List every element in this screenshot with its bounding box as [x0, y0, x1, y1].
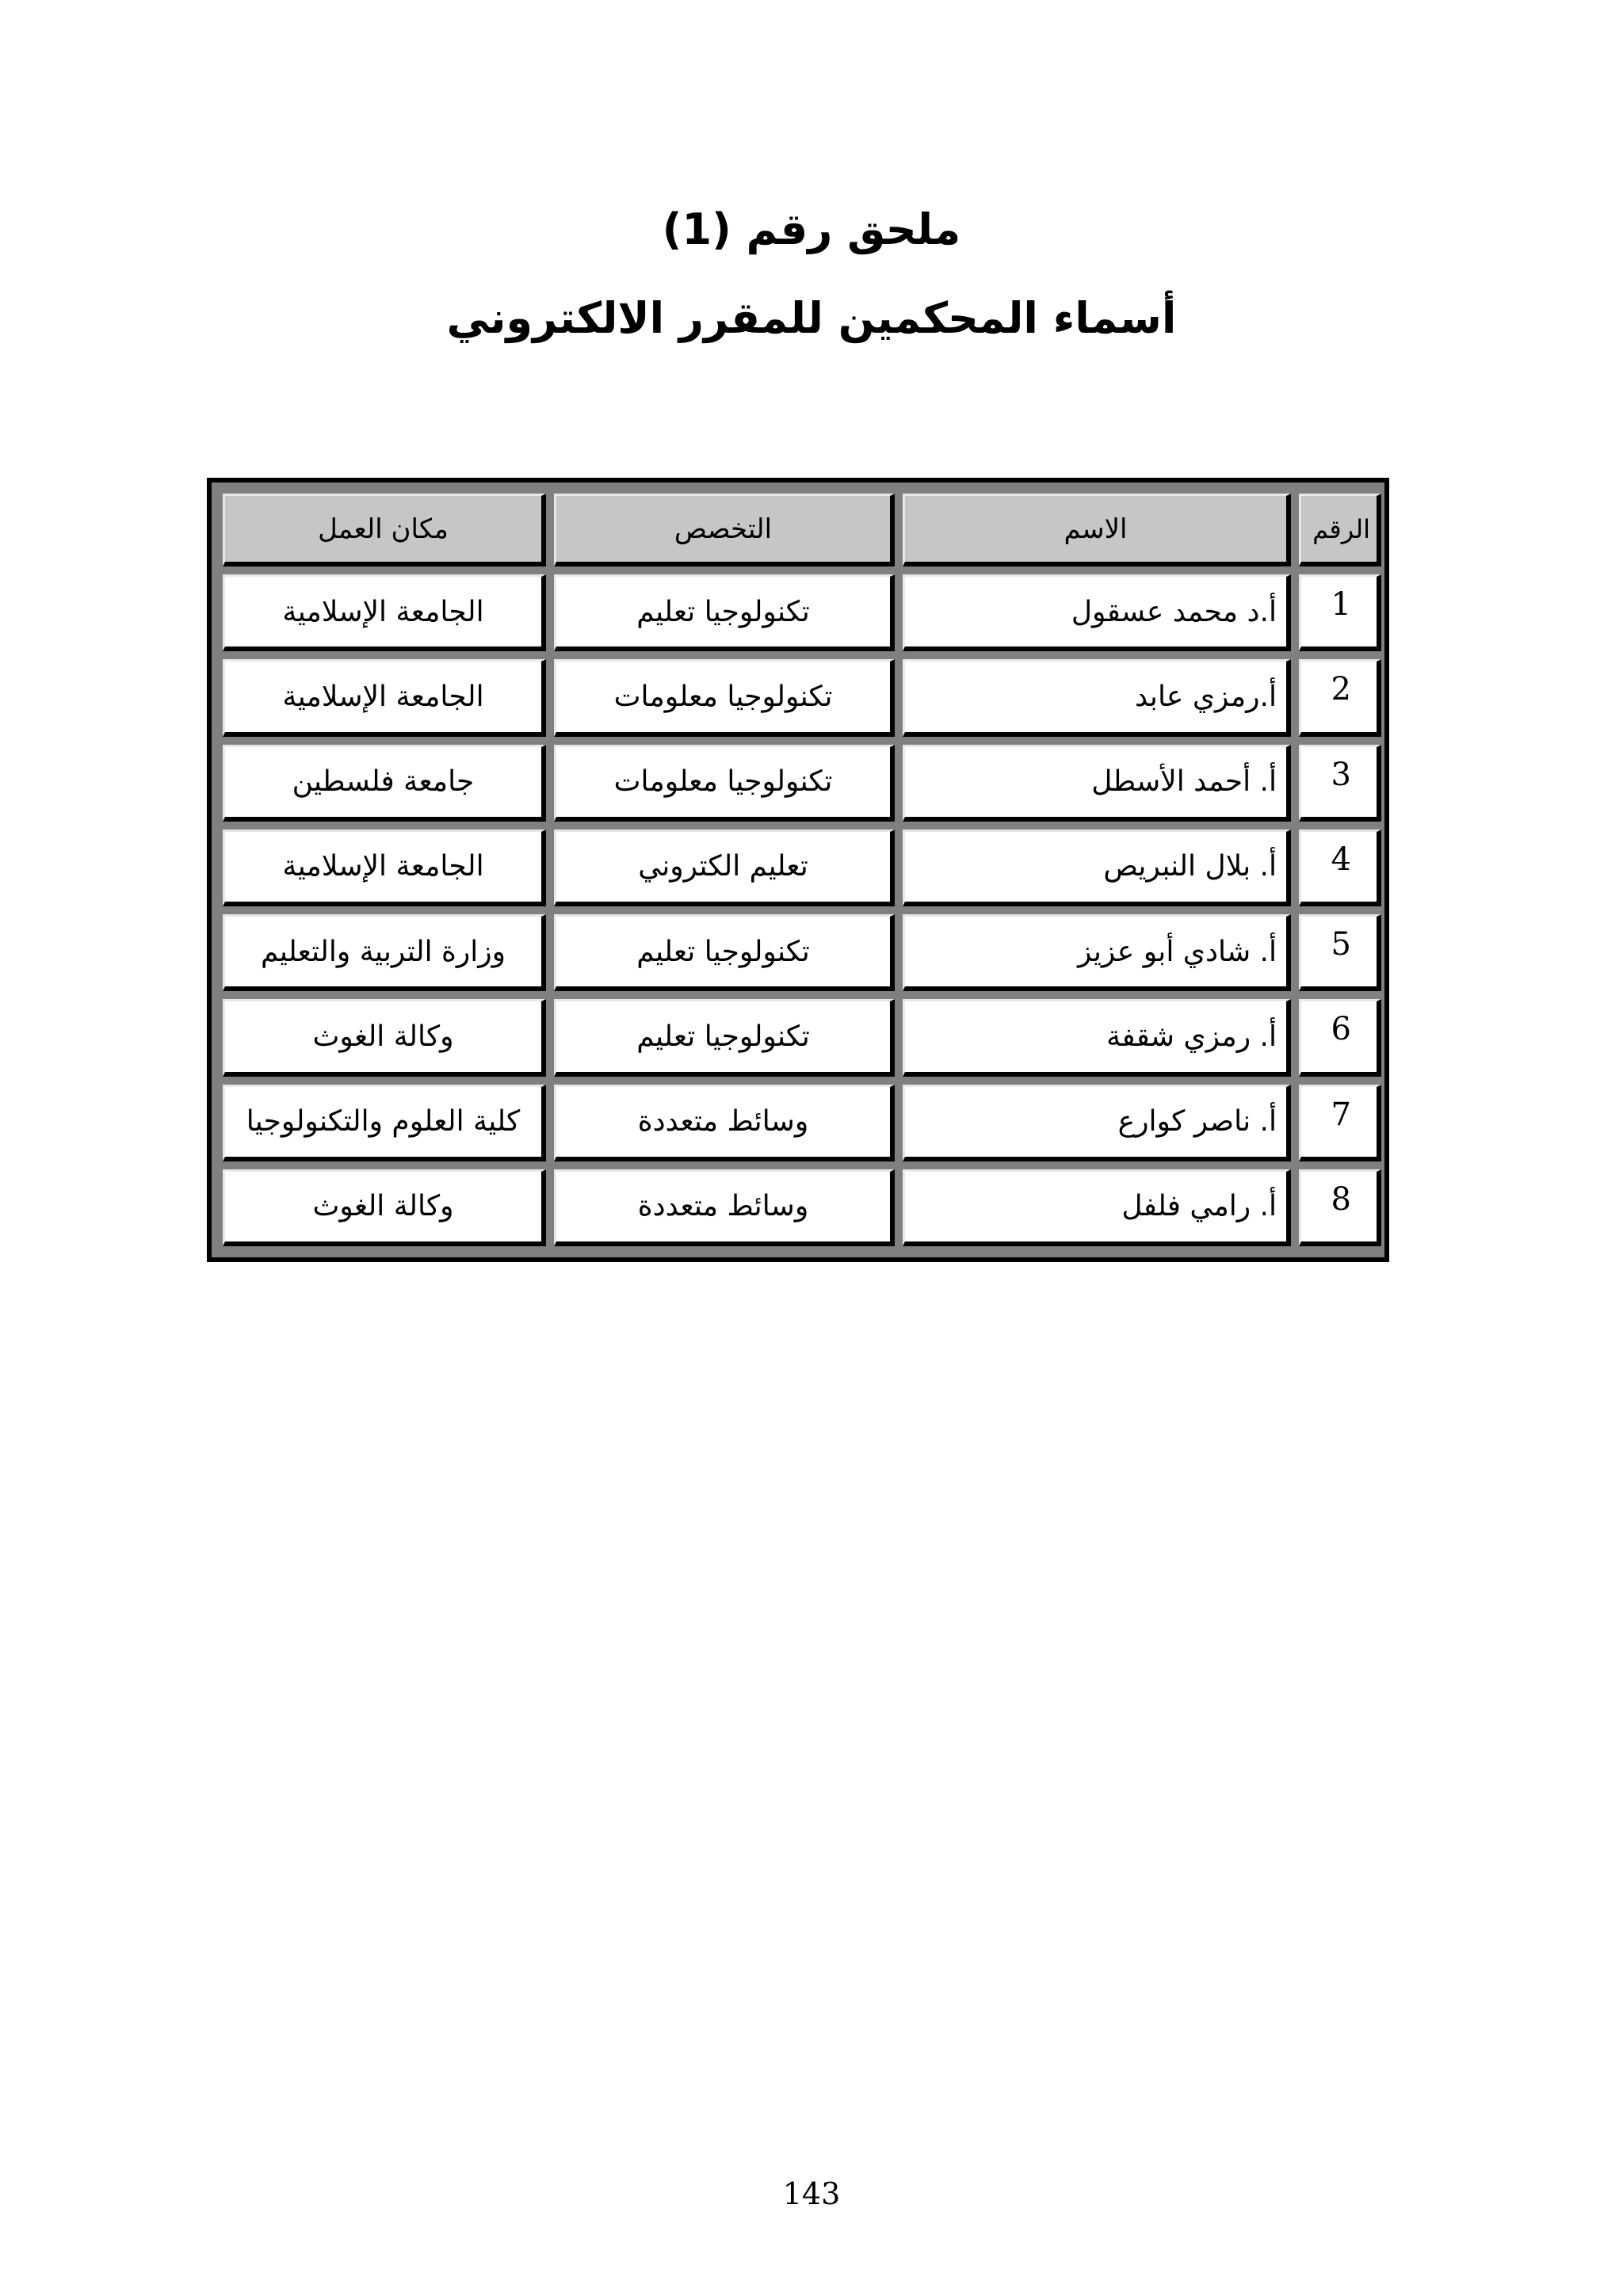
- judge-workplace: الجامعة الإسلامية: [223, 574, 546, 651]
- judge-specialty: تكنولوجيا معلومات: [554, 659, 895, 736]
- judge-workplace: الجامعة الإسلامية: [223, 659, 546, 736]
- row-number: 4: [1299, 830, 1381, 906]
- judge-name: أ. رامي فلفل: [903, 1169, 1291, 1246]
- judge-specialty: وسائط متعددة: [554, 1085, 895, 1161]
- judges-table-frame: [207, 478, 1389, 1262]
- appendix-subtitle: أسماء المحكمين للمقرر الالكتروني: [446, 293, 1177, 343]
- judge-name: أ. ناصر كوارع: [903, 1085, 1291, 1161]
- row-number: 1: [1299, 574, 1381, 651]
- judge-name: أ. رمزي شقفة: [903, 999, 1291, 1076]
- judge-specialty: وسائط متعددة: [554, 1169, 895, 1246]
- page-number: 143: [782, 2176, 841, 2211]
- table-row: [223, 914, 1381, 991]
- judge-name: أ. شادي أبو عزيز: [903, 914, 1291, 991]
- table-row: [223, 574, 1381, 651]
- appendix-title: ملحق رقم (1): [662, 204, 961, 254]
- row-number: 2: [1299, 659, 1381, 736]
- table-row: [223, 1085, 1381, 1161]
- judge-workplace: كلية العلوم والتكنولوجيا: [223, 1085, 546, 1161]
- judge-workplace: وكالة الغوث: [223, 1169, 546, 1246]
- row-number: 5: [1299, 914, 1381, 991]
- table-row: [223, 999, 1381, 1076]
- judge-specialty: تكنولوجيا تعليم: [554, 999, 895, 1076]
- row-number: 3: [1299, 745, 1381, 822]
- table-header-row: [223, 494, 1381, 566]
- judge-workplace: وزارة التربية والتعليم: [223, 914, 546, 991]
- judge-name: أ.د محمد عسقول: [903, 574, 1291, 651]
- judge-specialty: تعليم الكتروني: [554, 830, 895, 906]
- table-row: [223, 830, 1381, 906]
- judges-table: [215, 486, 1389, 1254]
- judge-specialty: تكنولوجيا تعليم: [554, 574, 895, 651]
- row-number: 6: [1299, 999, 1381, 1076]
- table-row: [223, 1169, 1381, 1246]
- judge-name: أ. أحمد الأسطل: [903, 745, 1291, 822]
- header-number: الرقم: [1299, 494, 1381, 566]
- row-number: 7: [1299, 1085, 1381, 1161]
- table-row: [223, 745, 1381, 822]
- judge-specialty: تكنولوجيا معلومات: [554, 745, 895, 822]
- row-number: 8: [1299, 1169, 1381, 1246]
- header-specialty: التخصص: [554, 494, 895, 566]
- judge-specialty: تكنولوجيا تعليم: [554, 914, 895, 991]
- judge-workplace: الجامعة الإسلامية: [223, 830, 546, 906]
- judge-workplace: جامعة فلسطين: [223, 745, 546, 822]
- judge-name: أ. بلال النبريص: [903, 830, 1291, 906]
- judge-workplace: وكالة الغوث: [223, 999, 546, 1076]
- table-row: [223, 659, 1381, 736]
- header-name: الاسم: [903, 494, 1291, 566]
- judge-name: أ.رمزي عابد: [903, 659, 1291, 736]
- header-workplace: مكان العمل: [223, 494, 546, 566]
